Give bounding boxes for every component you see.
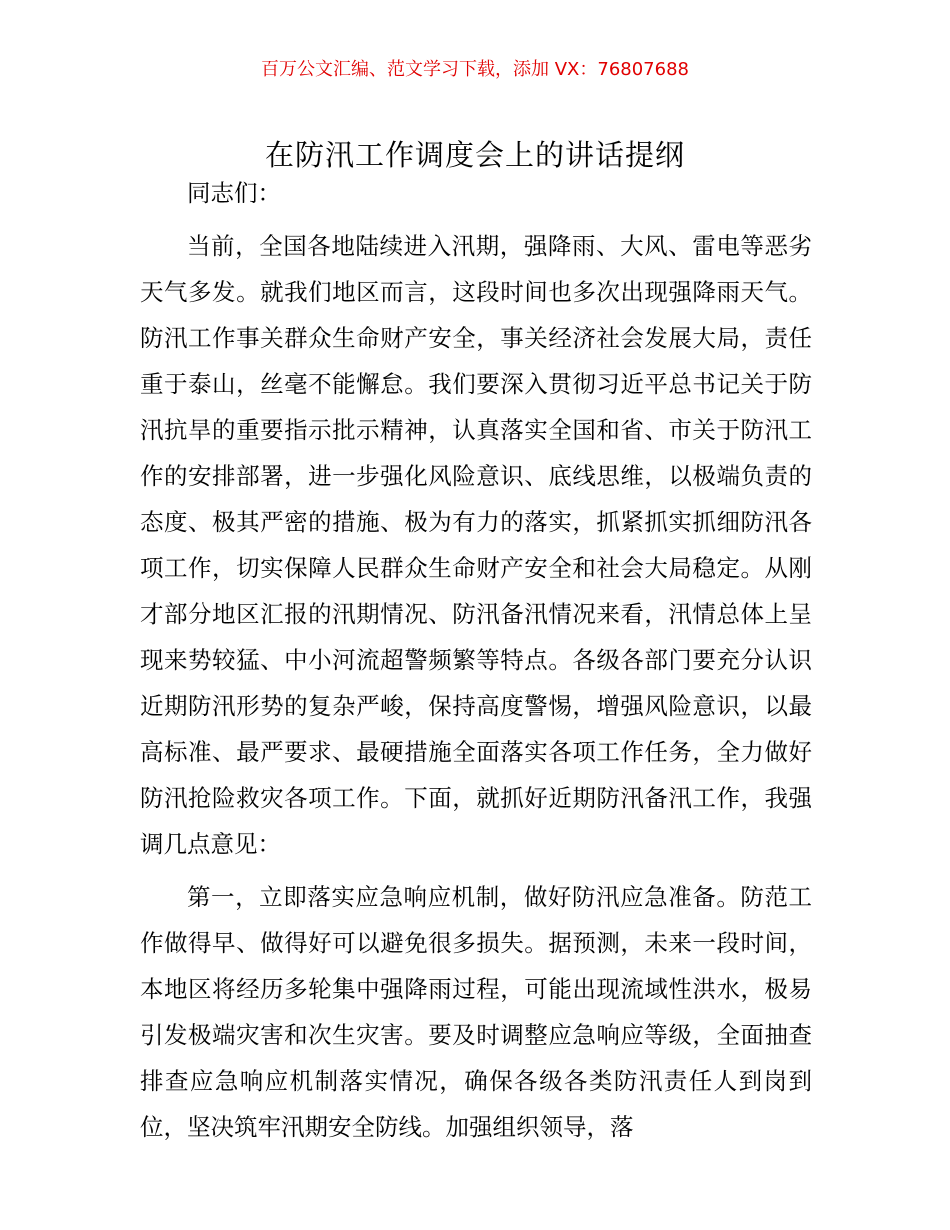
header-note: 百万公文汇编、范文学习下载，添加 VX：76807688: [261, 59, 689, 80]
document-body: [140, 170, 812, 1157]
page-title: 在防汛工作调度会上的讲话提纲: [264, 138, 685, 173]
salutation: 同志们：: [187, 179, 281, 207]
paragraph-intro: 当前，全国各地陆续进入汛期，强降雨、大风、雷电等恶劣天气多发。就我们地区而言，这段时间也多次出现强降雨天气。防汛工作事关群众生命财产安全，事关经济社会发展大局，责任重于泰山，丝毫不能懈怠。我们要深入贯彻习近平总书记关于防汛抗旱的重要指示批示精神，认真落实全国和省、市关于防汛工作的安排部署，进一步强化风险意识、底线思维，以极端负责的态度、极其严密的措施、极为有力的落实，抓紧抓实抓细防汛各项工作，切实保障人民群众生命财产安全和社会大局稳定。从刚才部分地区汇报的汛期情况、防汛备汛情况来看，汛情总体上呈现来势较猛、中小河流超警频繁等特点。各级各部门要充分认识近期防汛形势的复杂严峻，保持高度警惕，增强风险意识，以最高标准、最严要求、最硬措施全面落实各项工作任务，全力做好防汛抢险救灾各项工作。下面，就抓好近期防汛备汛工作，我强调几点意见：: [140, 232, 812, 858]
paragraph-first-point: 第一，立即落实应急响应机制，做好防汛应急准备。防范工作做得早、做得好可以避免很多损失。据预测，未来一段时间，本地区将经历多轮集中强降雨过程，可能出现流域性洪水，极易引发极端灾害和次生灾害。要及时调整应急响应等级，全面抽查排查应急响应机制落实情况，确保各级各类防汛责任人到岗到位，坚决筑牢汛期安全防线。加强组织领导，落: [140, 883, 812, 1141]
